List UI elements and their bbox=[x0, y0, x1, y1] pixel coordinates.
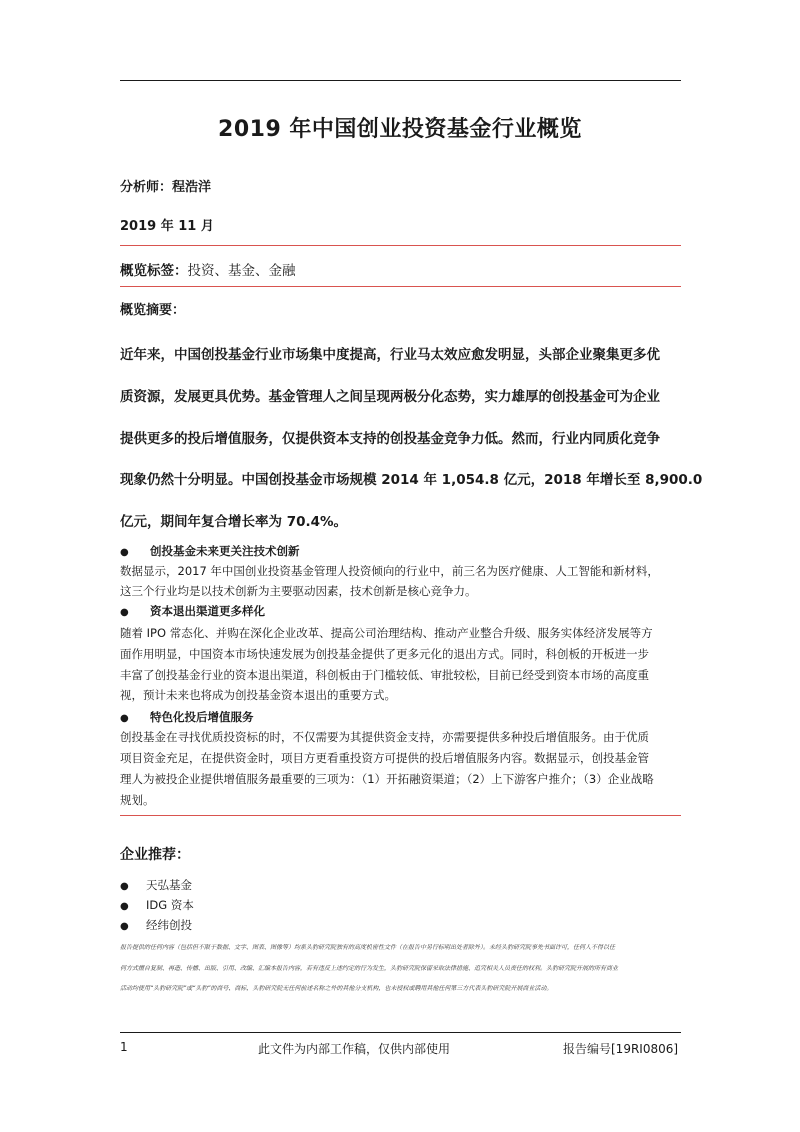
disclaimer-line: 何方式擅自复制、再造、传播、出版、引用、改编、汇编本报告内容，若有违反上述约定的行为发生，头豹研究院保留采取法律措施、追究相关人员责任的权利。头豹研究院开展的所有商业 bbox=[120, 965, 619, 972]
summary-line: 近年来，中国创投基金行业市场集中度提高，行业马太效应愈发明显，头部企业聚集更多优 bbox=[120, 347, 660, 363]
recommend-item bbox=[120, 897, 194, 913]
page-number: 1 bbox=[120, 1040, 128, 1054]
bullet-dot-icon: ● bbox=[120, 881, 129, 892]
body-line: 视，预计未来也将成为创投基金资本退出的重要方式。 bbox=[120, 688, 396, 702]
report-id: 报告编号[19RI0806] bbox=[563, 1042, 679, 1056]
bullet-heading bbox=[120, 709, 254, 725]
summary-heading: 概览摘要： bbox=[120, 303, 186, 318]
recommend-item-text: IDG 资本 bbox=[146, 898, 194, 912]
recommend-heading: 企业推荐： bbox=[120, 847, 190, 863]
red-rule-1 bbox=[120, 245, 681, 246]
body-line: 数据显示，2017 年中国创业投资基金管理人投资倾向的行业中，前三名为医疗健康、人工智能和新材料， bbox=[120, 564, 659, 578]
report-date: 2019 年 11 月 bbox=[120, 219, 214, 234]
body-line: 丰富了创投基金行业的资本退出渠道，科创板由于门槛较低、审批较松，目前已经受到资本市场的高度重 bbox=[120, 668, 649, 682]
bullet-heading bbox=[120, 603, 265, 619]
tags-value: 投资、基金、金融 bbox=[187, 263, 296, 279]
body-line: 随着 IPO 常态化、并购在深化企业改革、提高公司治理结构、推动产业整合升级、服务实体经济发展等方 bbox=[120, 626, 653, 640]
bullet-heading bbox=[120, 543, 300, 559]
bottom-rule bbox=[120, 1032, 681, 1033]
bullet-heading-text: 资本退出渠道更多样化 bbox=[150, 604, 265, 618]
bullet-heading-text: 创投基金未来更关注技术创新 bbox=[150, 544, 300, 558]
bullet-dot-icon: ● bbox=[120, 901, 129, 912]
body-line: 创投基金在寻找优质投资标的时，不仅需要为其提供资金支持，亦需要提供多种投后增值服务。由于优质 bbox=[120, 730, 649, 744]
recommend-item-text: 经纬创投 bbox=[146, 918, 192, 932]
summary-line: 提供更多的投后增值服务，仅提供资本支持的创投基金竞争力低。然而，行业内同质化竞争 bbox=[120, 431, 660, 447]
report-title: 2019 年中国创业投资基金行业概览 bbox=[218, 117, 582, 142]
body-line: 规划。 bbox=[120, 793, 155, 807]
tags-line bbox=[120, 259, 296, 279]
body-line: 项目资金充足，在提供资金时，项目方更看重投资方可提供的投后增值服务内容。数据显示，创投基金管 bbox=[120, 751, 649, 765]
body-line: 理人为被投企业提供增值服务最重要的三项为：（1）开拓融资渠道；（2）上下游客户推介；（3）企业战略 bbox=[120, 772, 654, 786]
bullet-dot-icon: ● bbox=[120, 921, 129, 932]
body-line: 面作用明显，中国资本市场快速发展为创投基金提供了更多元化的退出方式。同时，科创板的开板进一步 bbox=[120, 647, 649, 661]
red-rule-2 bbox=[120, 286, 681, 287]
disclaimer-line: 报告提供的任何内容（包括但不限于数据、文字、图表、图像等）均系头豹研究院独有的高度机密性文件（在报告中另行标明出处者除外）。未经头豹研究院事先书面许可，任何人不得以任 bbox=[120, 944, 616, 951]
recommend-item bbox=[120, 877, 192, 893]
bullet-dot-icon: ● bbox=[120, 713, 129, 724]
summary-line: 质资源，发展更具优势。基金管理人之间呈现两极分化态势，实力雄厚的创投基金可为企业 bbox=[120, 389, 660, 405]
analyst-name: 分析师：程浩洋 bbox=[120, 180, 212, 195]
summary-line: 现象仍然十分明显。中国创投基金市场规模 2014 年 1,054.8 亿元，2018 年增长至 8,900.0 bbox=[120, 472, 703, 488]
footer-notice: 此文件为内部工作稿，仅供内部使用 bbox=[258, 1042, 451, 1056]
bullet-heading-text: 特色化投后增值服务 bbox=[150, 710, 254, 724]
body-line: 这三个行业均是以技术创新为主要驱动因素，技术创新是核心竞争力。 bbox=[120, 584, 477, 598]
top-rule bbox=[120, 80, 681, 81]
recommend-item-text: 天弘基金 bbox=[146, 878, 192, 892]
disclaimer-line: 活动均使用“头豹研究院”或“头豹”的商号、商标，头豹研究院无任何前述名称之外的其他分支机构，也未授权或聘用其他任何第三方代表头豹研究院开展商业活动。 bbox=[120, 985, 553, 992]
bullet-dot-icon: ● bbox=[120, 547, 129, 558]
recommend-item bbox=[120, 917, 192, 933]
red-rule-3 bbox=[120, 815, 681, 816]
summary-line: 亿元，期间年复合增长率为 70.4%。 bbox=[120, 514, 348, 530]
tags-label: 概览标签： bbox=[120, 263, 188, 279]
bullet-dot-icon: ● bbox=[120, 607, 129, 618]
